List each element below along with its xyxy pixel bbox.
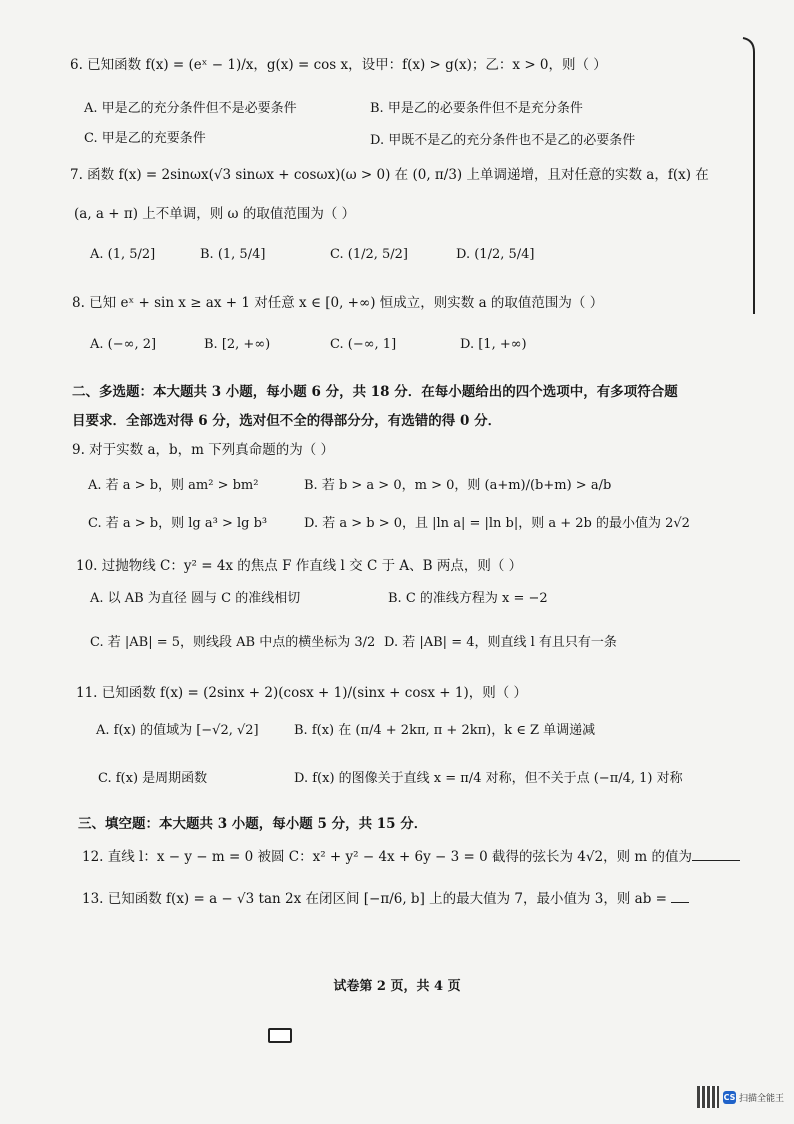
section2-heading-line1: 二、多选题：本大题共 3 小题，每小题 6 分，共 18 分．在每小题给出的四个选项中，有多项符合题: [72, 384, 678, 400]
section2-heading-line2: 目要求．全部选对得 6 分，选对但不全的得部分分，有选错的得 0 分．: [72, 413, 502, 429]
scanner-logo-icon: CS: [723, 1092, 736, 1102]
q8-option-c: C. (−∞, 1]: [330, 337, 397, 352]
q7-stem-line1: 7. 函数 f(x) = 2sinωx(√3 sinωx + cosωx)(ω > 0) 在 (0, π/3) 上单调递增，且对任意的实数 a，f(x) 在: [70, 167, 709, 183]
q8-option-d: D. [1, +∞): [460, 337, 527, 352]
q8-stem: 8. 已知 eˣ + sin x ≥ ax + 1 对任意 x ∈ [0, +∞) 恒成立，则实数 a 的取值范围为（ ）: [72, 295, 604, 311]
q9-stem: 9. 对于实数 a，b，m 下列真命题的为（ ）: [72, 442, 335, 458]
q11-stem: 11. 已知函数 f(x) = (2sinx + 2)(cosx + 1)/(sinx + cosx + 1)，则（ ）: [76, 685, 528, 701]
q9-option-b: B. 若 b > a > 0，m > 0，则 (a+m)/(b+m) > a/b: [304, 478, 612, 493]
q13-stem: 13. 已知函数 f(x) = a − √3 tan 2x 在闭区间 [−π/6, b] 上的最大值为 7，最小值为 3，则 ab =: [82, 891, 667, 907]
q10-stem: 10. 过抛物线 C：y² = 4x 的焦点 F 作直线 l 交 C 于 A、B 两点，则（ ）: [76, 558, 523, 574]
q6-stem: 6. 已知函数 f(x) = (eˣ − 1)/x，g(x) = cos x，设甲：f(x) > g(x)；乙：x > 0，则（ ）: [70, 57, 607, 73]
scanner-logo-text: 扫描全能王: [739, 1093, 785, 1104]
q10-option-d: D. 若 |AB| = 4，则直线 l 有且只有一条: [384, 635, 617, 650]
section3-heading: 三、填空题：本大题共 3 小题，每小题 5 分，共 15 分．: [78, 816, 428, 832]
q10-option-b: B. C 的准线方程为 x = −2: [388, 591, 548, 606]
q12-answer-blank[interactable]: [692, 848, 740, 861]
q11-option-c: C. f(x) 是周期函数: [98, 771, 208, 786]
scan-mark-box: [268, 1028, 292, 1043]
q7-option-b: B. (1, 5/4]: [200, 247, 266, 262]
q7-option-c: C. (1/2, 5/2]: [330, 247, 408, 262]
q7-option-d: D. (1/2, 5/4]: [456, 247, 535, 262]
q11-option-b: B. f(x) 在 (π/4 + 2kπ, π + 2kπ)，k ∈ Z 单调递减: [294, 723, 596, 738]
q8-option-b: B. [2, +∞): [204, 337, 271, 352]
scanner-watermark: [723, 1086, 784, 1108]
q6-option-c: C. 甲是乙的充要条件: [84, 131, 206, 146]
q9-option-a: A. 若 a > b，则 am² > bm²: [88, 478, 259, 493]
q11-option-a: A. f(x) 的值域为 [−√2, √2]: [96, 723, 259, 738]
q7-stem-line2: (a, a + π) 上不单调，则 ω 的取值范围为（ ）: [74, 206, 356, 222]
q12-row: [82, 848, 740, 866]
q10-option-a: A. 以 AB 为直径 圆与 C 的准线相切: [90, 591, 301, 606]
page-footer: 试卷第 2 页，共 4 页: [333, 979, 461, 994]
qr-code-icon: [697, 1086, 719, 1108]
q6-option-d: D. 甲既不是乙的充分条件也不是乙的必要条件: [370, 133, 636, 148]
q13-row: [82, 890, 689, 908]
q12-stem: 12. 直线 l：x − y − m = 0 被圆 C：x² + y² − 4x + 6y − 3 = 0 截得的弦长为 4√2，则 m 的值为: [82, 849, 692, 865]
q11-option-d: D. f(x) 的图像关于直线 x = π/4 对称，但不关于点 (−π/4, 1) 对称: [294, 771, 683, 786]
q7-option-a: A. (1, 5/2]: [90, 247, 156, 262]
page-edge-bracket: [742, 36, 756, 316]
q8-option-a: A. (−∞, 2]: [90, 337, 157, 352]
q9-option-d: D. 若 a > b > 0，且 |ln a| = |ln b|，则 a + 2b 的最小值为 2√2: [304, 516, 690, 531]
q9-option-c: C. 若 a > b，则 lg a³ > lg b³: [88, 516, 268, 531]
q6-option-a: A. 甲是乙的充分条件但不是必要条件: [84, 101, 297, 116]
q10-option-c: C. 若 |AB| = 5，则线段 AB 中点的横坐标为 3/2: [90, 635, 376, 650]
q6-option-b: B. 甲是乙的必要条件但不是充分条件: [370, 101, 583, 116]
q13-answer-blank[interactable]: [671, 890, 689, 903]
